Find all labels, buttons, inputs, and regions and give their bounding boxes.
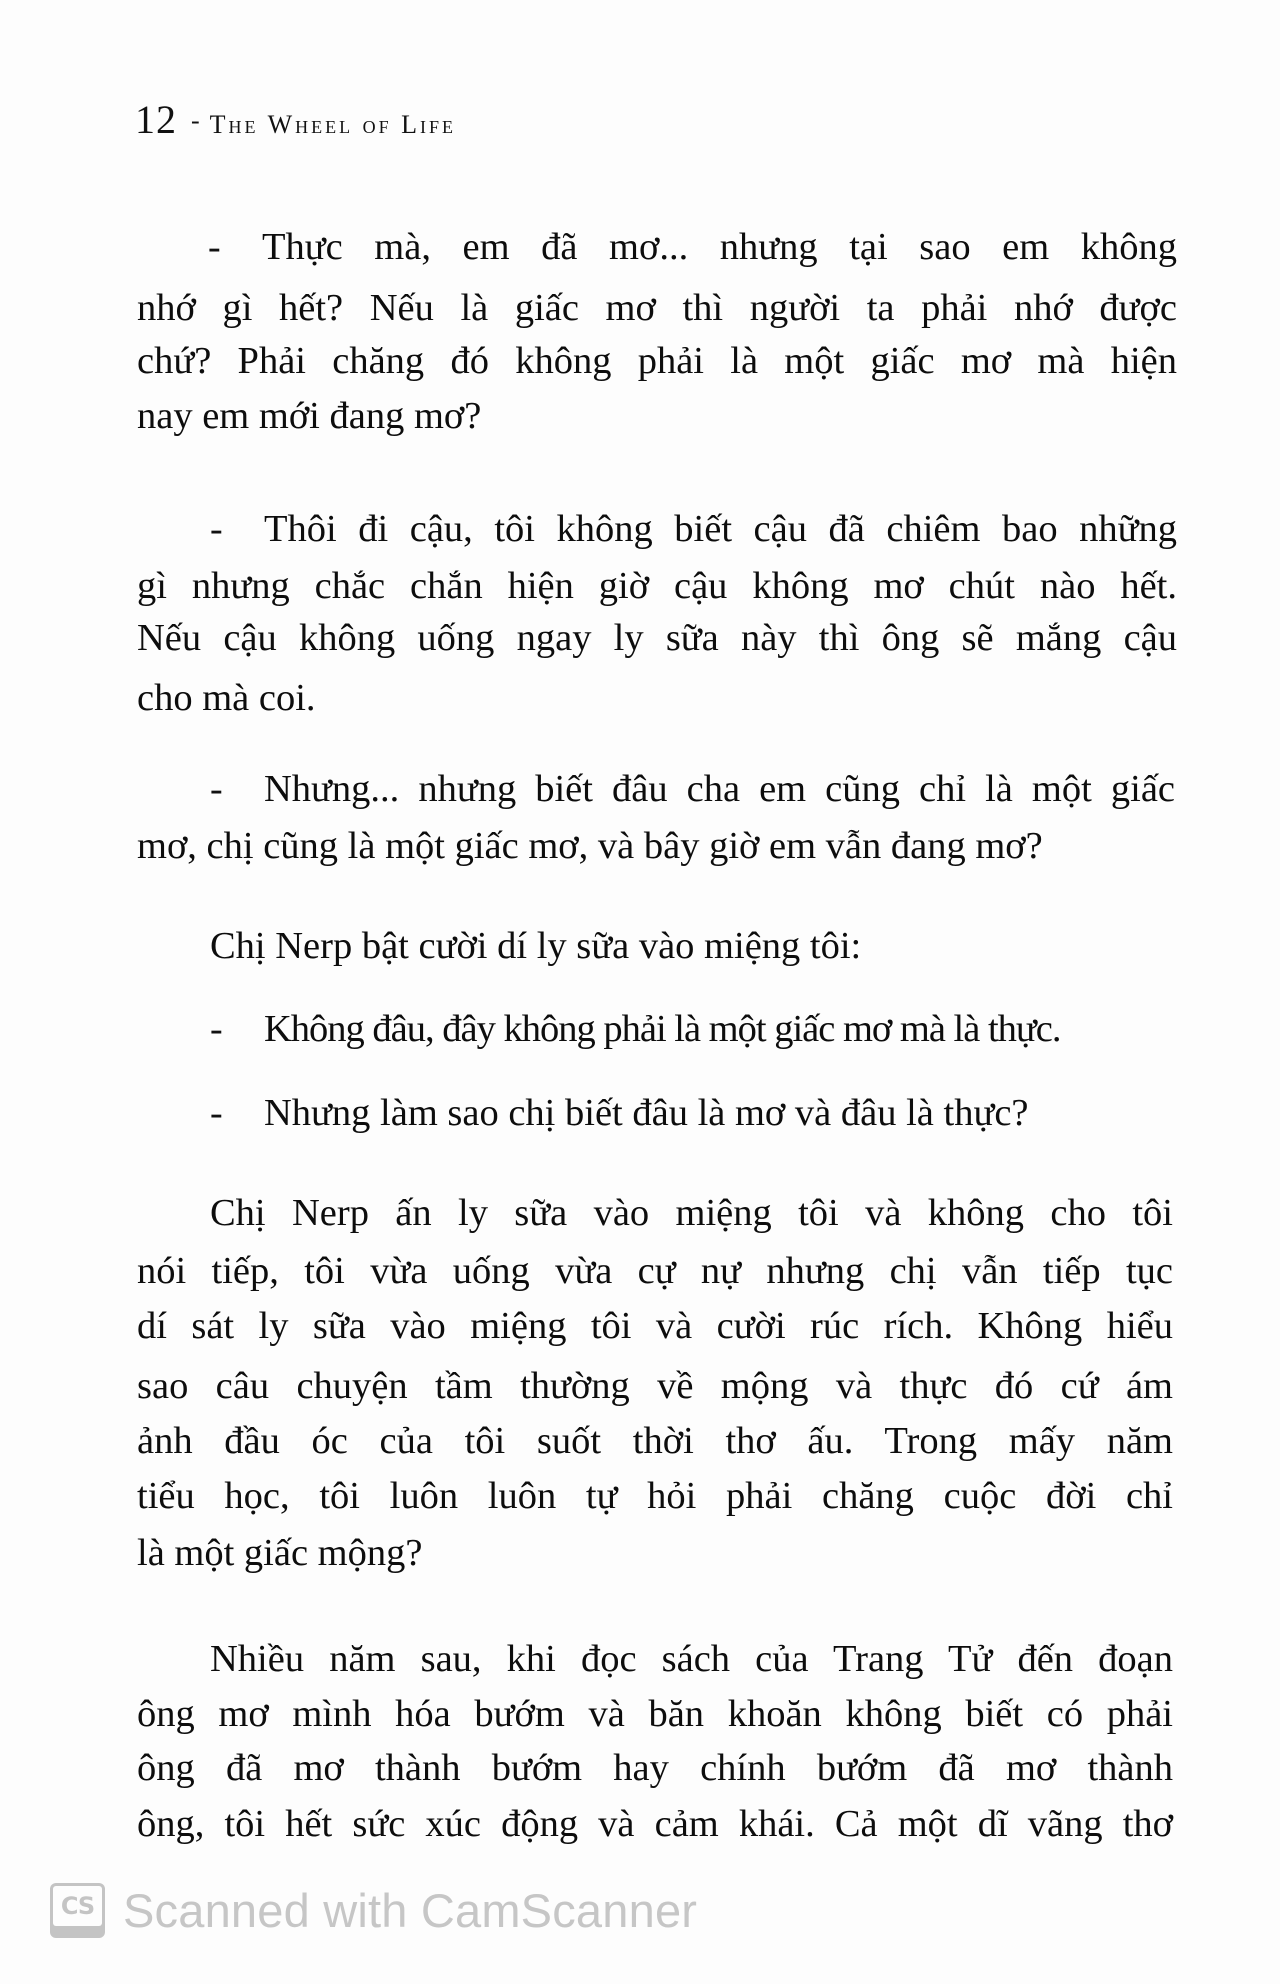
text-line: mơ, chị cũng là một giấc mơ, và bây giờ em vẫn đang mơ?: [137, 825, 1043, 867]
text-line: ông, tôi hết sức xúc động và cảm khái. Cả một dĩ vãng thơ: [137, 1803, 1173, 1845]
text-line: nói tiếp, tôi vừa uống vừa cự nự nhưng chị vẫn tiếp tục: [137, 1250, 1173, 1292]
text-line: Chị Nerp bật cười dí ly sữa vào miệng tôi:: [210, 925, 862, 967]
camscanner-watermark: [50, 1881, 697, 1939]
text-line: ông đã mơ thành bướm hay chính bướm đã mơ thành: [137, 1747, 1173, 1789]
watermark-text: Scanned with CamScanner: [123, 1883, 698, 1937]
text-line: Thôi đi cậu, tôi không biết cậu đã chiêm bao những: [264, 508, 1177, 550]
text-line: Nhưng... nhưng biết đâu cha em cũng chỉ là một giấc: [264, 768, 1175, 810]
text-line: nay em mới đang mơ?: [137, 395, 482, 437]
text-line: Không đâu, đây không phải là một giấc mơ mà là thực.: [264, 1008, 1061, 1050]
text-line: tiểu học, tôi luôn luôn tự hỏi phải chăng cuộc đời chỉ: [137, 1475, 1173, 1517]
text-line: sao câu chuyện tầm thường về mộng và thực đó cứ ám: [137, 1365, 1173, 1407]
text-line: Nhưng làm sao chị biết đâu là mơ và đâu là thực?: [264, 1092, 1029, 1134]
text-line: Nhiều năm sau, khi đọc sách của Trang Tử đến đoạn: [210, 1638, 1173, 1680]
text-line: Thực mà, em đã mơ... nhưng tại sao em không: [262, 226, 1177, 268]
text-line: gì nhưng chắc chắn hiện giờ cậu không mơ chút nào hết.: [137, 565, 1177, 607]
running-title: The Wheel of Life: [209, 110, 456, 139]
running-header: [135, 96, 456, 140]
text-line: cho mà coi.: [137, 677, 316, 719]
dialogue-dash: -: [210, 1008, 223, 1050]
text-line: nhớ gì hết? Nếu là giấc mơ thì người ta phải nhớ được: [137, 287, 1177, 329]
text-line: dí sát ly sữa vào miệng tôi và cười rúc rích. Không hiểu: [137, 1305, 1173, 1347]
header-separator: -: [191, 106, 200, 135]
page-number: 12: [135, 97, 177, 142]
dialogue-dash: -: [210, 1092, 223, 1134]
text-line: Nếu cậu không uống ngay ly sữa này thì ông sẽ mắng cậu: [137, 617, 1177, 659]
text-line: chứ? Phải chăng đó không phải là một giấc mơ mà hiện: [137, 340, 1177, 382]
text-line: ông mơ mình hóa bướm và băn khoăn không biết có phải: [137, 1693, 1173, 1735]
text-line: là một giấc mộng?: [137, 1532, 423, 1574]
dialogue-dash: -: [210, 768, 223, 810]
camscanner-logo-text: CS: [53, 1886, 102, 1926]
text-line: ảnh đầu óc của tôi suốt thời thơ ấu. Trong mấy năm: [137, 1420, 1173, 1462]
text-line: Chị Nerp ấn ly sữa vào miệng tôi và không cho tôi: [210, 1192, 1173, 1234]
dialogue-dash: -: [208, 226, 221, 268]
dialogue-dash: -: [210, 508, 223, 550]
camscanner-logo-icon: [50, 1883, 105, 1938]
